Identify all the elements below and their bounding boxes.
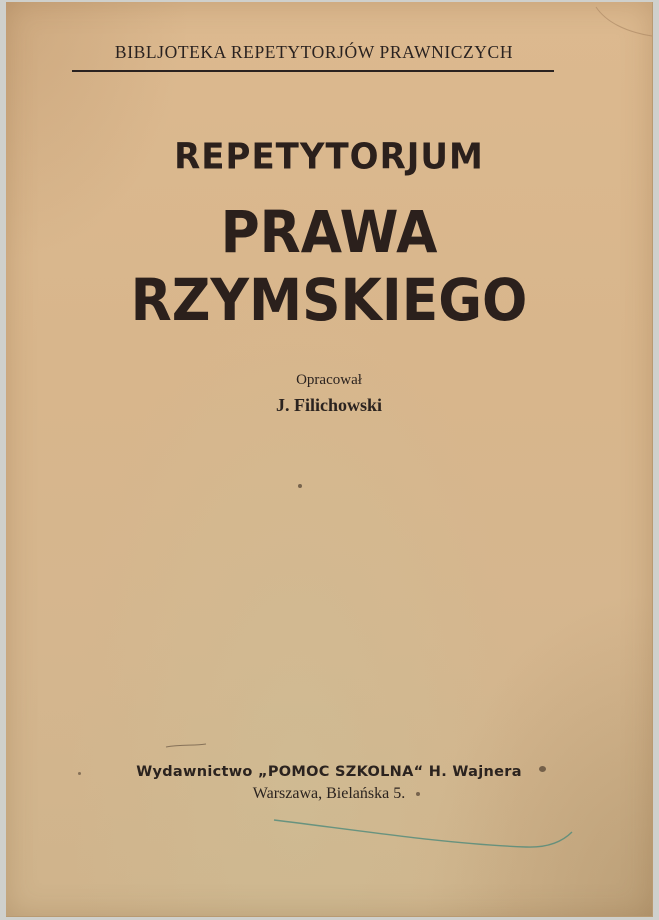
ink-spot	[78, 772, 81, 775]
title-line-2: PRAWA RZYMSKIEGO	[130, 198, 528, 334]
book-cover	[6, 2, 653, 917]
title-line-1: REPETYTORJUM	[174, 136, 484, 178]
publisher-line: Wydawnictwo „POMOC SZKOLNA“ H. Wajnera	[136, 764, 522, 780]
prepared-by-label: Opracował	[296, 372, 362, 388]
ink-spot	[416, 792, 420, 796]
ink-spot	[539, 766, 546, 772]
pen-mark	[6, 2, 652, 916]
publisher-address: Warszawa, Bielańska 5.	[252, 785, 406, 802]
ink-spot	[298, 484, 302, 488]
series-title: BIBLJOTEKA REPETYTORJÓW PRAWNICZYCH	[114, 42, 514, 62]
author-name: J. Filichowski	[275, 395, 382, 415]
